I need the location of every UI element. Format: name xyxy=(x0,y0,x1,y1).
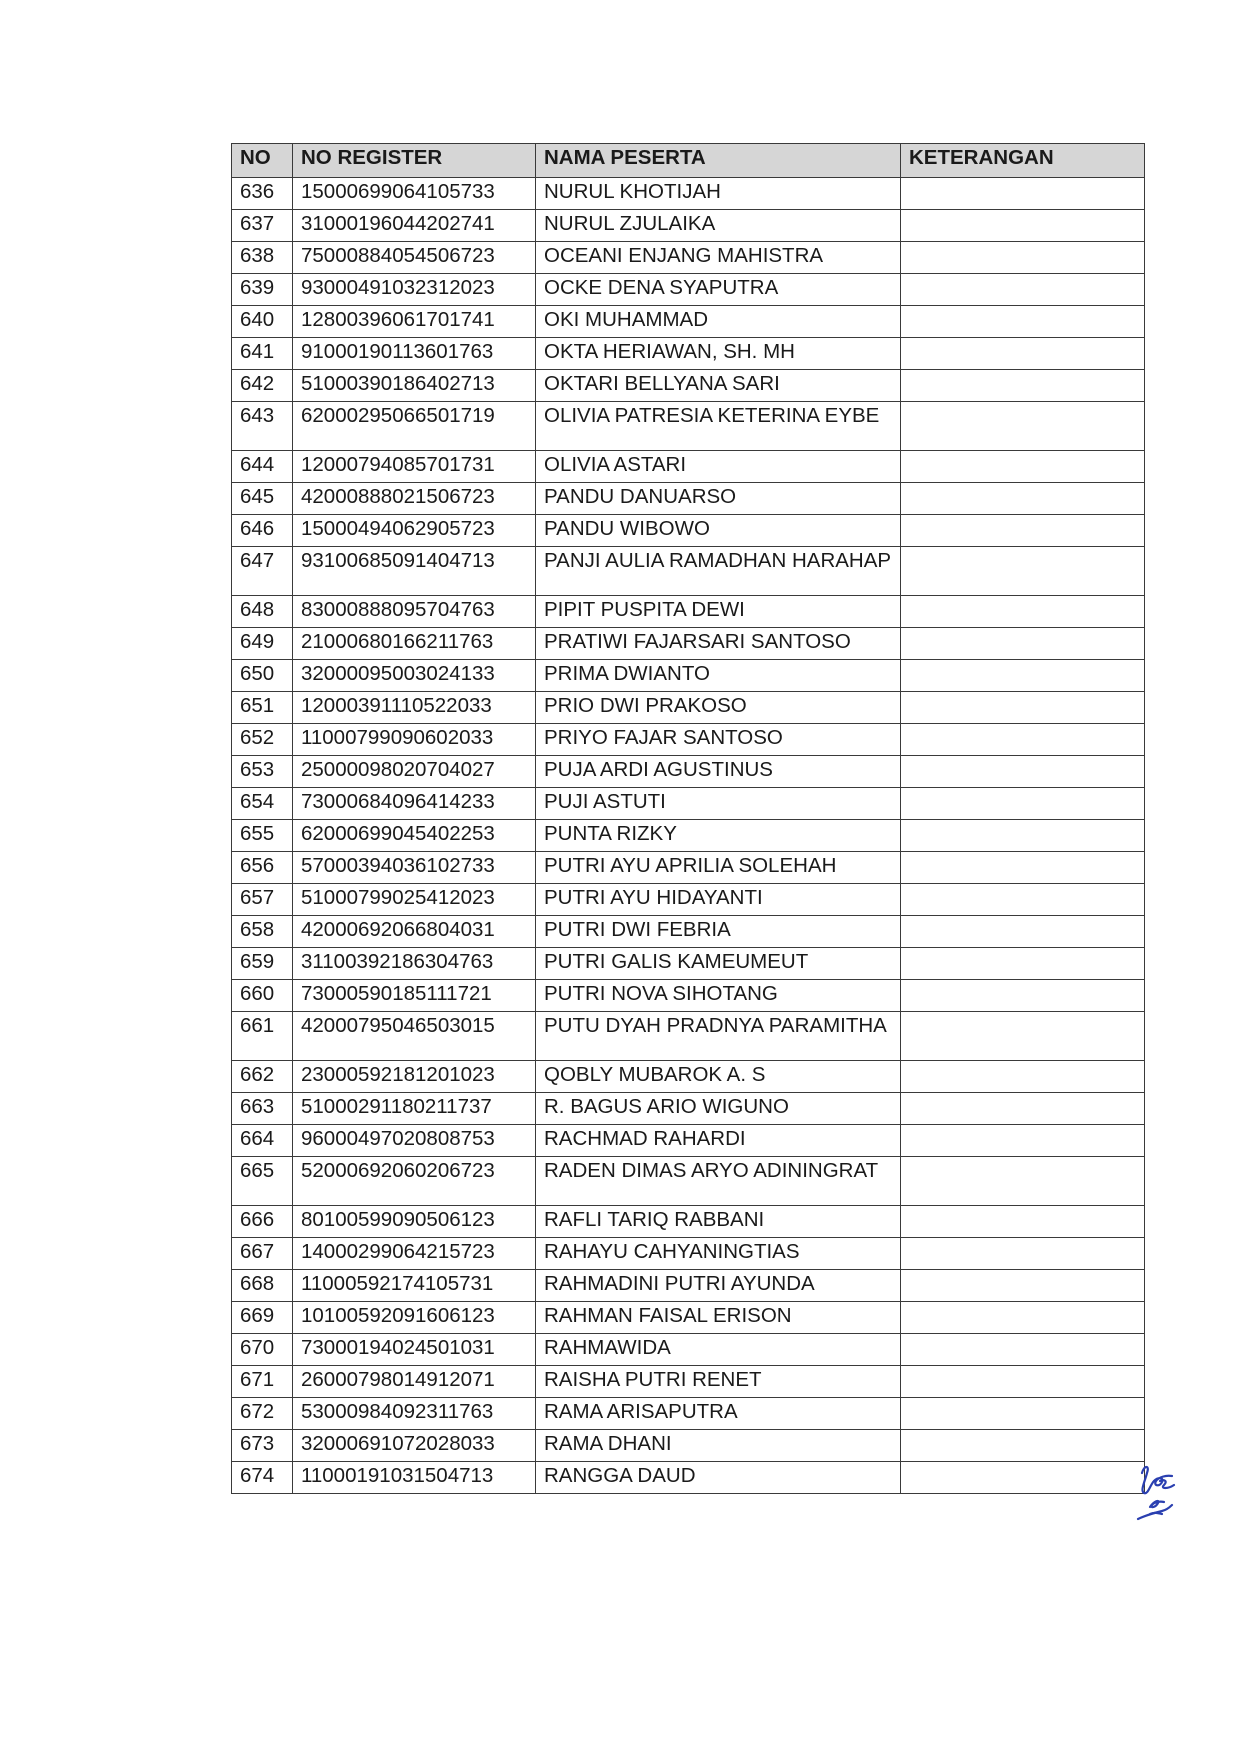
cell-no: 661 xyxy=(232,1012,293,1061)
cell-no: 646 xyxy=(232,515,293,547)
cell-keterangan xyxy=(901,660,1145,692)
table-row xyxy=(232,210,1145,242)
cell-register: 57000394036102733 xyxy=(293,852,536,884)
cell-nama: QOBLY MUBAROK A. S xyxy=(536,1061,901,1093)
cell-nama: PRIMA DWIANTO xyxy=(536,660,901,692)
cell-register: 42000692066804031 xyxy=(293,916,536,948)
cell-nama: RACHMAD RAHARDI xyxy=(536,1125,901,1157)
cell-nama: RANGGA DAUD xyxy=(536,1462,901,1494)
header-keterangan: KETERANGAN xyxy=(901,144,1145,178)
cell-register: 31100392186304763 xyxy=(293,948,536,980)
cell-no: 656 xyxy=(232,852,293,884)
cell-no: 642 xyxy=(232,370,293,402)
cell-register: 51000799025412023 xyxy=(293,884,536,916)
cell-register: 32000095003024133 xyxy=(293,660,536,692)
header-nama-peserta: NAMA PESERTA xyxy=(536,144,901,178)
cell-no: 636 xyxy=(232,178,293,210)
cell-keterangan xyxy=(901,515,1145,547)
cell-register: 12000794085701731 xyxy=(293,451,536,483)
cell-no: 647 xyxy=(232,547,293,596)
cell-keterangan xyxy=(901,178,1145,210)
cell-register: 93000491032312023 xyxy=(293,274,536,306)
table-row xyxy=(232,724,1145,756)
table-row xyxy=(232,756,1145,788)
cell-keterangan xyxy=(901,692,1145,724)
cell-nama: OKI MUHAMMAD xyxy=(536,306,901,338)
cell-keterangan xyxy=(901,1270,1145,1302)
table-row xyxy=(232,628,1145,660)
cell-keterangan xyxy=(901,1238,1145,1270)
cell-no: 645 xyxy=(232,483,293,515)
cell-keterangan xyxy=(901,1157,1145,1206)
cell-no: 669 xyxy=(232,1302,293,1334)
cell-no: 673 xyxy=(232,1430,293,1462)
cell-keterangan xyxy=(901,274,1145,306)
table-row xyxy=(232,1334,1145,1366)
cell-register: 26000798014912071 xyxy=(293,1366,536,1398)
cell-register: 51000291180211737 xyxy=(293,1093,536,1125)
table-body xyxy=(232,178,1145,1494)
cell-register: 73000194024501031 xyxy=(293,1334,536,1366)
cell-register: 73000684096414233 xyxy=(293,788,536,820)
cell-no: 651 xyxy=(232,692,293,724)
table-row xyxy=(232,916,1145,948)
cell-nama: RADEN DIMAS ARYO ADININGRAT xyxy=(536,1157,901,1206)
cell-no: 666 xyxy=(232,1206,293,1238)
header-no: NO xyxy=(232,144,293,178)
table-row xyxy=(232,306,1145,338)
table-row xyxy=(232,370,1145,402)
cell-keterangan xyxy=(901,370,1145,402)
cell-register: 83000888095704763 xyxy=(293,596,536,628)
cell-nama: PIPIT PUSPITA DEWI xyxy=(536,596,901,628)
table-row xyxy=(232,1462,1145,1494)
header-row xyxy=(232,144,1145,178)
table-row xyxy=(232,1157,1145,1206)
cell-nama: NURUL KHOTIJAH xyxy=(536,178,901,210)
table-row xyxy=(232,242,1145,274)
cell-keterangan xyxy=(901,724,1145,756)
cell-no: 644 xyxy=(232,451,293,483)
cell-nama: OKTA HERIAWAN, SH. MH xyxy=(536,338,901,370)
cell-register: 52000692060206723 xyxy=(293,1157,536,1206)
cell-keterangan xyxy=(901,1462,1145,1494)
cell-nama: RAHAYU CAHYANINGTIAS xyxy=(536,1238,901,1270)
cell-nama: PUTRI AYU HIDAYANTI xyxy=(536,884,901,916)
cell-register: 91000190113601763 xyxy=(293,338,536,370)
cell-keterangan xyxy=(901,1334,1145,1366)
cell-register: 12000391110522033 xyxy=(293,692,536,724)
cell-no: 637 xyxy=(232,210,293,242)
cell-keterangan xyxy=(901,916,1145,948)
table-row xyxy=(232,660,1145,692)
cell-nama: RAFLI TARIQ RABBANI xyxy=(536,1206,901,1238)
table-header xyxy=(232,144,1145,178)
cell-keterangan xyxy=(901,788,1145,820)
cell-keterangan xyxy=(901,1206,1145,1238)
cell-no: 654 xyxy=(232,788,293,820)
cell-register: 96000497020808753 xyxy=(293,1125,536,1157)
cell-nama: PUJI ASTUTI xyxy=(536,788,901,820)
cell-nama: PANDU WIBOWO xyxy=(536,515,901,547)
cell-nama: R. BAGUS ARIO WIGUNO xyxy=(536,1093,901,1125)
cell-register: 73000590185111721 xyxy=(293,980,536,1012)
cell-keterangan xyxy=(901,1125,1145,1157)
table-row xyxy=(232,451,1145,483)
cell-keterangan xyxy=(901,547,1145,596)
cell-no: 639 xyxy=(232,274,293,306)
cell-nama: RAMA DHANI xyxy=(536,1430,901,1462)
cell-register: 15000494062905723 xyxy=(293,515,536,547)
cell-register: 75000884054506723 xyxy=(293,242,536,274)
cell-nama: PRIO DWI PRAKOSO xyxy=(536,692,901,724)
table-row xyxy=(232,547,1145,596)
cell-nama: OCKE DENA SYAPUTRA xyxy=(536,274,901,306)
table-row xyxy=(232,820,1145,852)
cell-no: 667 xyxy=(232,1238,293,1270)
table-row xyxy=(232,1302,1145,1334)
table-row xyxy=(232,596,1145,628)
cell-no: 668 xyxy=(232,1270,293,1302)
cell-keterangan xyxy=(901,628,1145,660)
cell-register: 62000295066501719 xyxy=(293,402,536,451)
cell-register: 32000691072028033 xyxy=(293,1430,536,1462)
cell-register: 11000799090602033 xyxy=(293,724,536,756)
table-row xyxy=(232,1206,1145,1238)
cell-keterangan xyxy=(901,1302,1145,1334)
cell-no: 670 xyxy=(232,1334,293,1366)
table-row xyxy=(232,788,1145,820)
cell-nama: PANJI AULIA RAMADHAN HARAHAP xyxy=(536,547,901,596)
cell-nama: RAMA ARISAPUTRA xyxy=(536,1398,901,1430)
cell-keterangan xyxy=(901,1093,1145,1125)
cell-nama: OLIVIA PATRESIA KETERINA EYBE xyxy=(536,402,901,451)
cell-no: 649 xyxy=(232,628,293,660)
cell-nama: RAISHA PUTRI RENET xyxy=(536,1366,901,1398)
cell-no: 674 xyxy=(232,1462,293,1494)
header-no-register: NO REGISTER xyxy=(293,144,536,178)
cell-no: 672 xyxy=(232,1398,293,1430)
table-row xyxy=(232,1430,1145,1462)
cell-nama: RAHMAN FAISAL ERISON xyxy=(536,1302,901,1334)
cell-no: 657 xyxy=(232,884,293,916)
cell-keterangan xyxy=(901,402,1145,451)
cell-keterangan xyxy=(901,1366,1145,1398)
cell-register: 31000196044202741 xyxy=(293,210,536,242)
table-row xyxy=(232,1398,1145,1430)
cell-no: 643 xyxy=(232,402,293,451)
cell-no: 641 xyxy=(232,338,293,370)
cell-no: 653 xyxy=(232,756,293,788)
cell-nama: RAHMAWIDA xyxy=(536,1334,901,1366)
handwritten-initials-icon xyxy=(1120,1455,1190,1525)
cell-no: 658 xyxy=(232,916,293,948)
cell-nama: NURUL ZJULAIKA xyxy=(536,210,901,242)
table-row xyxy=(232,515,1145,547)
participant-table xyxy=(231,143,1145,1494)
cell-register: 42000888021506723 xyxy=(293,483,536,515)
cell-keterangan xyxy=(901,596,1145,628)
cell-register: 11000191031504713 xyxy=(293,1462,536,1494)
cell-no: 655 xyxy=(232,820,293,852)
cell-no: 648 xyxy=(232,596,293,628)
cell-nama: PANDU DANUARSO xyxy=(536,483,901,515)
cell-keterangan xyxy=(901,242,1145,274)
cell-nama: OCEANI ENJANG MAHISTRA xyxy=(536,242,901,274)
cell-nama: RAHMADINI PUTRI AYUNDA xyxy=(536,1270,901,1302)
cell-register: 12800396061701741 xyxy=(293,306,536,338)
cell-no: 671 xyxy=(232,1366,293,1398)
cell-no: 660 xyxy=(232,980,293,1012)
cell-keterangan xyxy=(901,451,1145,483)
cell-nama: PRATIWI FAJARSARI SANTOSO xyxy=(536,628,901,660)
table-row xyxy=(232,1093,1145,1125)
table-row xyxy=(232,1012,1145,1061)
table-row xyxy=(232,692,1145,724)
cell-keterangan xyxy=(901,756,1145,788)
table-row xyxy=(232,338,1145,370)
table-row xyxy=(232,1366,1145,1398)
cell-no: 665 xyxy=(232,1157,293,1206)
cell-no: 659 xyxy=(232,948,293,980)
cell-nama: PUNTA RIZKY xyxy=(536,820,901,852)
cell-nama: OLIVIA ASTARI xyxy=(536,451,901,483)
cell-register: 23000592181201023 xyxy=(293,1061,536,1093)
cell-keterangan xyxy=(901,306,1145,338)
table-row xyxy=(232,1270,1145,1302)
cell-nama: PUTRI GALIS KAMEUMEUT xyxy=(536,948,901,980)
cell-nama: OKTARI BELLYANA SARI xyxy=(536,370,901,402)
cell-keterangan xyxy=(901,1061,1145,1093)
cell-keterangan xyxy=(901,852,1145,884)
cell-nama: PUJA ARDI AGUSTINUS xyxy=(536,756,901,788)
cell-nama: PUTU DYAH PRADNYA PARAMITHA xyxy=(536,1012,901,1061)
cell-no: 663 xyxy=(232,1093,293,1125)
cell-register: 80100599090506123 xyxy=(293,1206,536,1238)
cell-register: 21000680166211763 xyxy=(293,628,536,660)
cell-keterangan xyxy=(901,1398,1145,1430)
cell-nama: PUTRI DWI FEBRIA xyxy=(536,916,901,948)
cell-register: 62000699045402253 xyxy=(293,820,536,852)
cell-no: 662 xyxy=(232,1061,293,1093)
cell-keterangan xyxy=(901,210,1145,242)
cell-nama: PUTRI NOVA SIHOTANG xyxy=(536,980,901,1012)
table-row xyxy=(232,402,1145,451)
cell-register: 11000592174105731 xyxy=(293,1270,536,1302)
table-row xyxy=(232,948,1145,980)
cell-register: 10100592091606123 xyxy=(293,1302,536,1334)
table-row xyxy=(232,1061,1145,1093)
table-row xyxy=(232,1125,1145,1157)
cell-register: 42000795046503015 xyxy=(293,1012,536,1061)
cell-keterangan xyxy=(901,820,1145,852)
cell-register: 14000299064215723 xyxy=(293,1238,536,1270)
cell-register: 53000984092311763 xyxy=(293,1398,536,1430)
cell-keterangan xyxy=(901,948,1145,980)
table-row xyxy=(232,980,1145,1012)
cell-keterangan xyxy=(901,483,1145,515)
cell-nama: PUTRI AYU APRILIA SOLEHAH xyxy=(536,852,901,884)
table-row xyxy=(232,178,1145,210)
cell-no: 652 xyxy=(232,724,293,756)
cell-keterangan xyxy=(901,1430,1145,1462)
cell-register: 15000699064105733 xyxy=(293,178,536,210)
cell-keterangan xyxy=(901,980,1145,1012)
cell-register: 93100685091404713 xyxy=(293,547,536,596)
cell-no: 650 xyxy=(232,660,293,692)
table-row xyxy=(232,884,1145,916)
cell-keterangan xyxy=(901,1012,1145,1061)
table-row xyxy=(232,852,1145,884)
cell-no: 638 xyxy=(232,242,293,274)
cell-nama: PRIYO FAJAR SANTOSO xyxy=(536,724,901,756)
cell-no: 664 xyxy=(232,1125,293,1157)
cell-keterangan xyxy=(901,338,1145,370)
table-row xyxy=(232,483,1145,515)
cell-register: 25000098020704027 xyxy=(293,756,536,788)
cell-no: 640 xyxy=(232,306,293,338)
cell-register: 51000390186402713 xyxy=(293,370,536,402)
table-row xyxy=(232,274,1145,306)
table-row xyxy=(232,1238,1145,1270)
cell-keterangan xyxy=(901,884,1145,916)
